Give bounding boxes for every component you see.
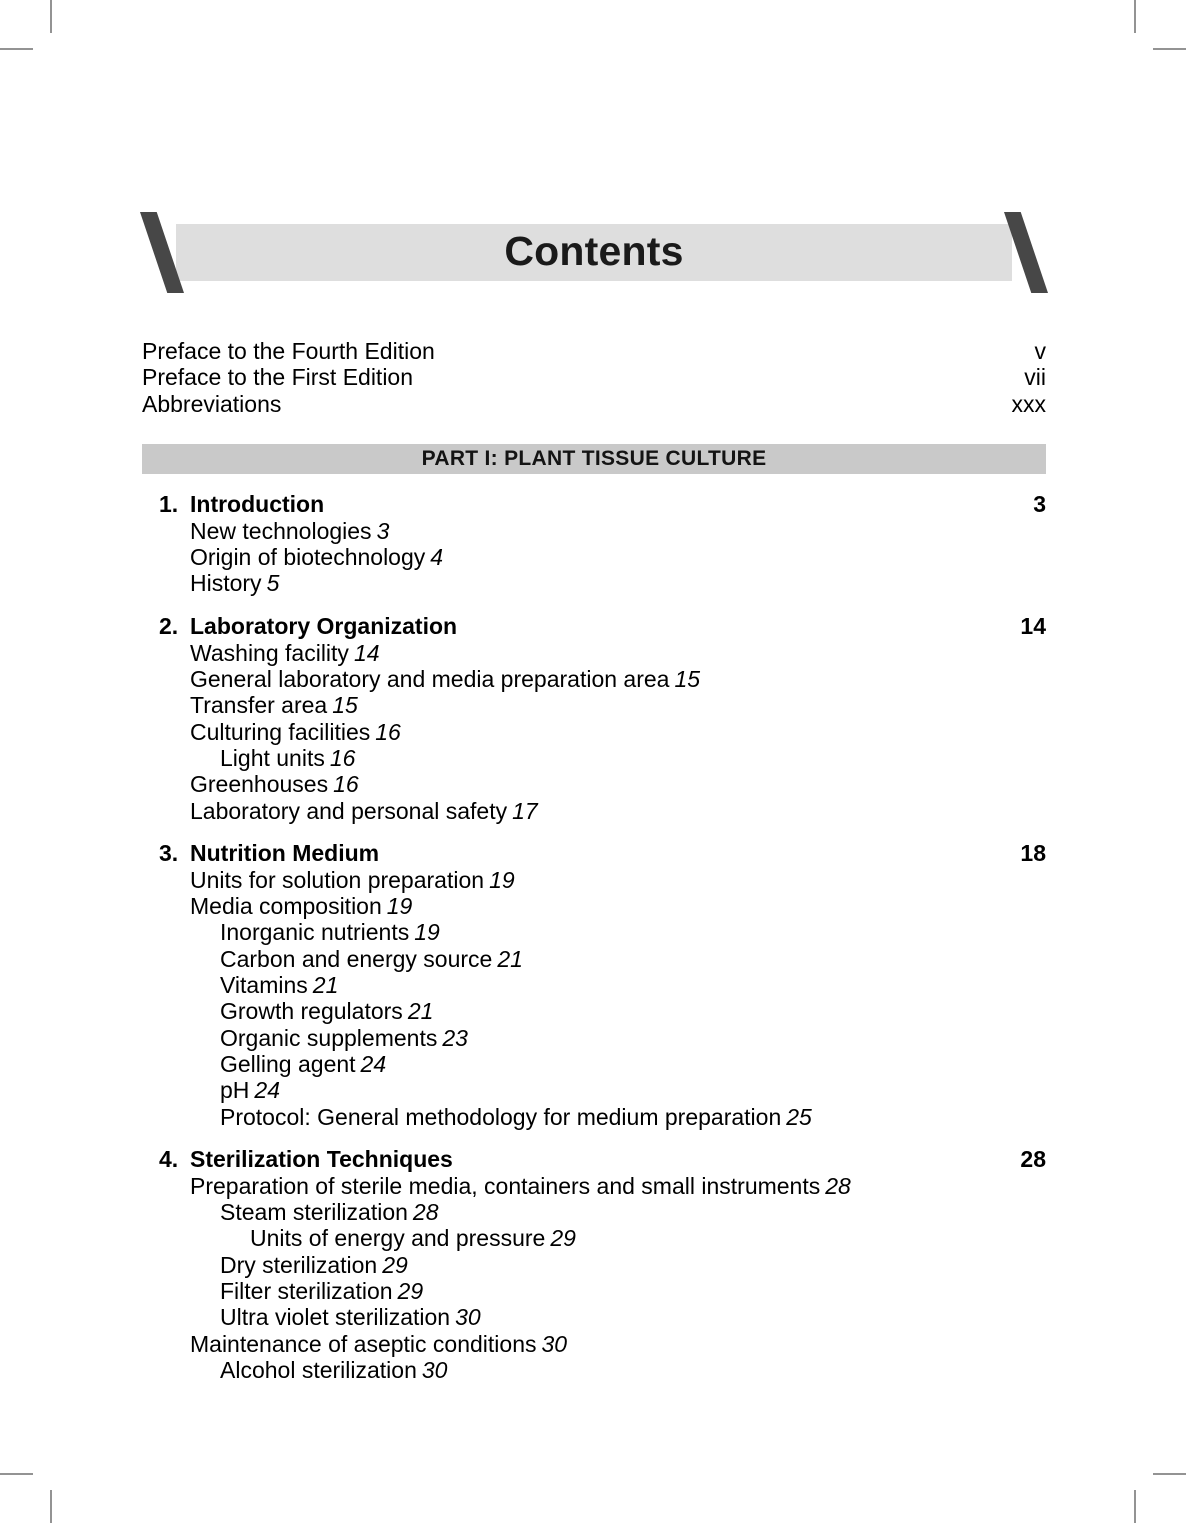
toc-entry-page-number: 4 — [430, 544, 444, 571]
toc-entry-page-number: 21 — [497, 945, 523, 972]
frontmatter-page-number: v — [1034, 338, 1046, 364]
toc-entry-page-number: 15 — [332, 692, 358, 719]
toc-entry-page-number: 19 — [489, 866, 515, 893]
toc-entry-label: Light units — [220, 744, 325, 771]
toc-entry-level-2[interactable] — [142, 1199, 1046, 1225]
toc-entry-level-2[interactable] — [142, 1278, 1046, 1304]
chapter — [142, 1145, 1046, 1383]
part-heading — [142, 444, 1046, 474]
crop-mark-top-left-horizontal — [0, 48, 33, 50]
toc-entry-page-number: 29 — [397, 1278, 424, 1305]
frontmatter-row[interactable] — [142, 364, 1046, 390]
toc-entry-label: Gelling agent — [220, 1050, 356, 1077]
toc-entry-label: Steam sterilization — [220, 1199, 408, 1226]
toc-entry-level-2[interactable] — [142, 1252, 1046, 1278]
toc-entry-level-1[interactable] — [142, 1173, 1046, 1199]
toc-entry-label: History — [190, 570, 262, 597]
toc-entry-level-2[interactable] — [142, 946, 1046, 972]
toc-entry-label: Maintenance of aseptic conditions — [190, 1330, 537, 1357]
toc-entry-page-number: 30 — [455, 1304, 481, 1331]
toc-entry-label: Transfer area — [190, 692, 328, 719]
chapter-list — [142, 490, 1046, 1383]
toc-entry-level-1[interactable] — [142, 798, 1046, 824]
toc-entry-label: Media composition — [190, 893, 382, 920]
chapter-title: Introduction — [190, 490, 325, 517]
toc-entry-label: Organic supplements — [220, 1024, 438, 1051]
toc-entry-label: Greenhouses — [190, 771, 329, 798]
toc-entry-page-number: 21 — [312, 972, 339, 999]
crop-mark-top-left-vertical — [50, 0, 52, 33]
toc-entry-label: Preparation of sterile media, containers and small instruments — [190, 1172, 821, 1199]
toc-entry-page-number: 19 — [414, 919, 440, 946]
crop-mark-top-right-vertical — [1134, 0, 1136, 33]
toc-entry-page-number: 30 — [541, 1330, 568, 1357]
toc-entry-label: Carbon and energy source — [220, 945, 493, 972]
toc-entry-level-2[interactable] — [142, 745, 1046, 771]
page-content — [142, 0, 1046, 1383]
frontmatter-page-number: vii — [1024, 364, 1046, 391]
chapter — [142, 839, 1046, 1130]
toc-entry-label: Filter sterilization — [220, 1278, 393, 1305]
toc-entry-page-number: 16 — [329, 744, 356, 771]
contents-banner — [176, 224, 1012, 281]
frontmatter-list — [142, 338, 1046, 417]
toc-entry-level-1[interactable] — [142, 1331, 1046, 1357]
crop-mark-bottom-left-horizontal — [0, 1473, 33, 1475]
toc-entry-page-number: 30 — [421, 1356, 448, 1383]
toc-entry-page-number: 24 — [360, 1050, 387, 1077]
toc-entry-level-1[interactable] — [142, 771, 1046, 797]
toc-entry-label: Origin of biotechnology — [190, 544, 426, 571]
toc-entry-label: Dry sterilization — [220, 1251, 378, 1278]
toc-entry-page-number: 17 — [512, 797, 538, 824]
toc-entry-label: Alcohol sterilization — [220, 1356, 417, 1383]
toc-entry-label: New technologies — [190, 517, 372, 544]
toc-entry-level-2[interactable] — [142, 972, 1046, 998]
toc-entry-level-2[interactable] — [142, 1357, 1046, 1383]
chapter-title: Nutrition Medium — [190, 839, 380, 866]
toc-entry-level-2[interactable] — [142, 1104, 1046, 1130]
toc-entry-level-3[interactable] — [142, 1225, 1046, 1251]
toc-entry-label: Laboratory and personal safety — [190, 797, 508, 824]
chapter-heading[interactable] — [142, 839, 1046, 867]
toc-entry-page-number: 29 — [382, 1251, 408, 1278]
crop-mark-bottom-left-vertical — [50, 1490, 52, 1523]
chapter — [142, 490, 1046, 597]
toc-entry-page-number: 16 — [333, 771, 359, 798]
crop-mark-bottom-right-horizontal — [1153, 1473, 1186, 1475]
toc-entry-label: Growth regulators — [220, 998, 403, 1025]
toc-entry-level-1[interactable] — [142, 719, 1046, 745]
toc-entry-level-2[interactable] — [142, 1077, 1046, 1103]
crop-mark-bottom-right-vertical — [1134, 1490, 1136, 1523]
toc-entry-label: Units for solution preparation — [190, 866, 485, 893]
toc-entry-page-number: 29 — [550, 1225, 576, 1252]
chapter-title: Laboratory Organization — [190, 612, 458, 639]
crop-mark-top-right-horizontal — [1153, 48, 1186, 50]
frontmatter-row[interactable] — [142, 338, 1046, 364]
toc-entry-page-number: 15 — [674, 666, 701, 693]
toc-entry-label: General laboratory and media preparation area — [190, 666, 670, 693]
toc-entry-page-number: 23 — [442, 1024, 468, 1051]
toc-entry-label: Washing facility — [190, 639, 349, 666]
toc-entry-level-1[interactable] — [142, 666, 1046, 692]
toc-entry-label: Vitamins — [220, 972, 308, 999]
toc-entry-label: Protocol: General methodology for medium preparation — [220, 1103, 782, 1130]
toc-entry-label: pH — [220, 1077, 250, 1104]
toc-entry-page-number: 19 — [386, 893, 413, 920]
frontmatter-label: Abbreviations — [142, 390, 282, 417]
toc-entry-page-number: 25 — [786, 1103, 812, 1130]
toc-entry-page-number: 28 — [825, 1172, 851, 1199]
frontmatter-label: Preface to the Fourth Edition — [142, 338, 435, 364]
toc-entry-page-number: 3 — [376, 517, 390, 544]
chapter-heading[interactable] — [142, 612, 1046, 640]
frontmatter-row[interactable] — [142, 391, 1046, 417]
chapter-number: 1. — [159, 490, 179, 517]
toc-entry-page-number: 24 — [254, 1077, 280, 1104]
frontmatter-page-number: xxx — [1011, 390, 1046, 417]
toc-entry-label: Culturing facilities — [190, 718, 371, 745]
chapter-page-number: 28 — [1020, 1145, 1046, 1172]
toc-entry-level-1[interactable] — [142, 692, 1046, 718]
banner-left-wedge-icon — [140, 212, 184, 293]
toc-entry-level-2[interactable] — [142, 919, 1046, 945]
chapter-title: Sterilization Techniques — [190, 1145, 453, 1172]
chapter-page-number: 14 — [1020, 612, 1046, 639]
toc-entry-page-number: 16 — [375, 718, 401, 745]
chapter-number: 4. — [159, 1145, 179, 1172]
toc-entry-page-number: 28 — [412, 1199, 439, 1226]
page-title: Contents — [504, 228, 684, 274]
chapter — [142, 612, 1046, 824]
toc-entry-page-number: 5 — [266, 570, 280, 597]
chapter-heading[interactable] — [142, 1145, 1046, 1173]
toc-entry-level-1[interactable] — [142, 893, 1046, 919]
toc-entry-level-2[interactable] — [142, 998, 1046, 1024]
chapter-number: 3. — [159, 839, 179, 866]
toc-entry-label: Ultra violet sterilization — [220, 1304, 451, 1331]
toc-entry-level-1[interactable] — [142, 867, 1046, 893]
frontmatter-label: Preface to the First Edition — [142, 364, 414, 391]
toc-entry-level-1[interactable] — [142, 640, 1046, 666]
toc-entry-page-number: 14 — [353, 639, 380, 666]
toc-entry-level-2[interactable] — [142, 1051, 1046, 1077]
toc-entry-label: Inorganic nutrients — [220, 919, 410, 946]
toc-entry-label: Units of energy and pressure — [250, 1225, 546, 1252]
chapter-page-number: 3 — [1033, 490, 1046, 517]
toc-entry-level-2[interactable] — [142, 1304, 1046, 1330]
chapter-page-number: 18 — [1020, 839, 1046, 866]
toc-entry-level-1[interactable] — [142, 544, 1046, 570]
chapter-number: 2. — [159, 612, 179, 639]
banner-right-wedge-icon — [1004, 212, 1048, 293]
toc-entry-level-2[interactable] — [142, 1025, 1046, 1051]
chapter-heading[interactable] — [142, 490, 1046, 518]
toc-entry-level-1[interactable] — [142, 518, 1046, 544]
toc-entry-page-number: 21 — [407, 998, 434, 1025]
toc-entry-level-1[interactable] — [142, 570, 1046, 596]
part-heading-label: PART I: PLANT TISSUE CULTURE — [421, 447, 767, 471]
